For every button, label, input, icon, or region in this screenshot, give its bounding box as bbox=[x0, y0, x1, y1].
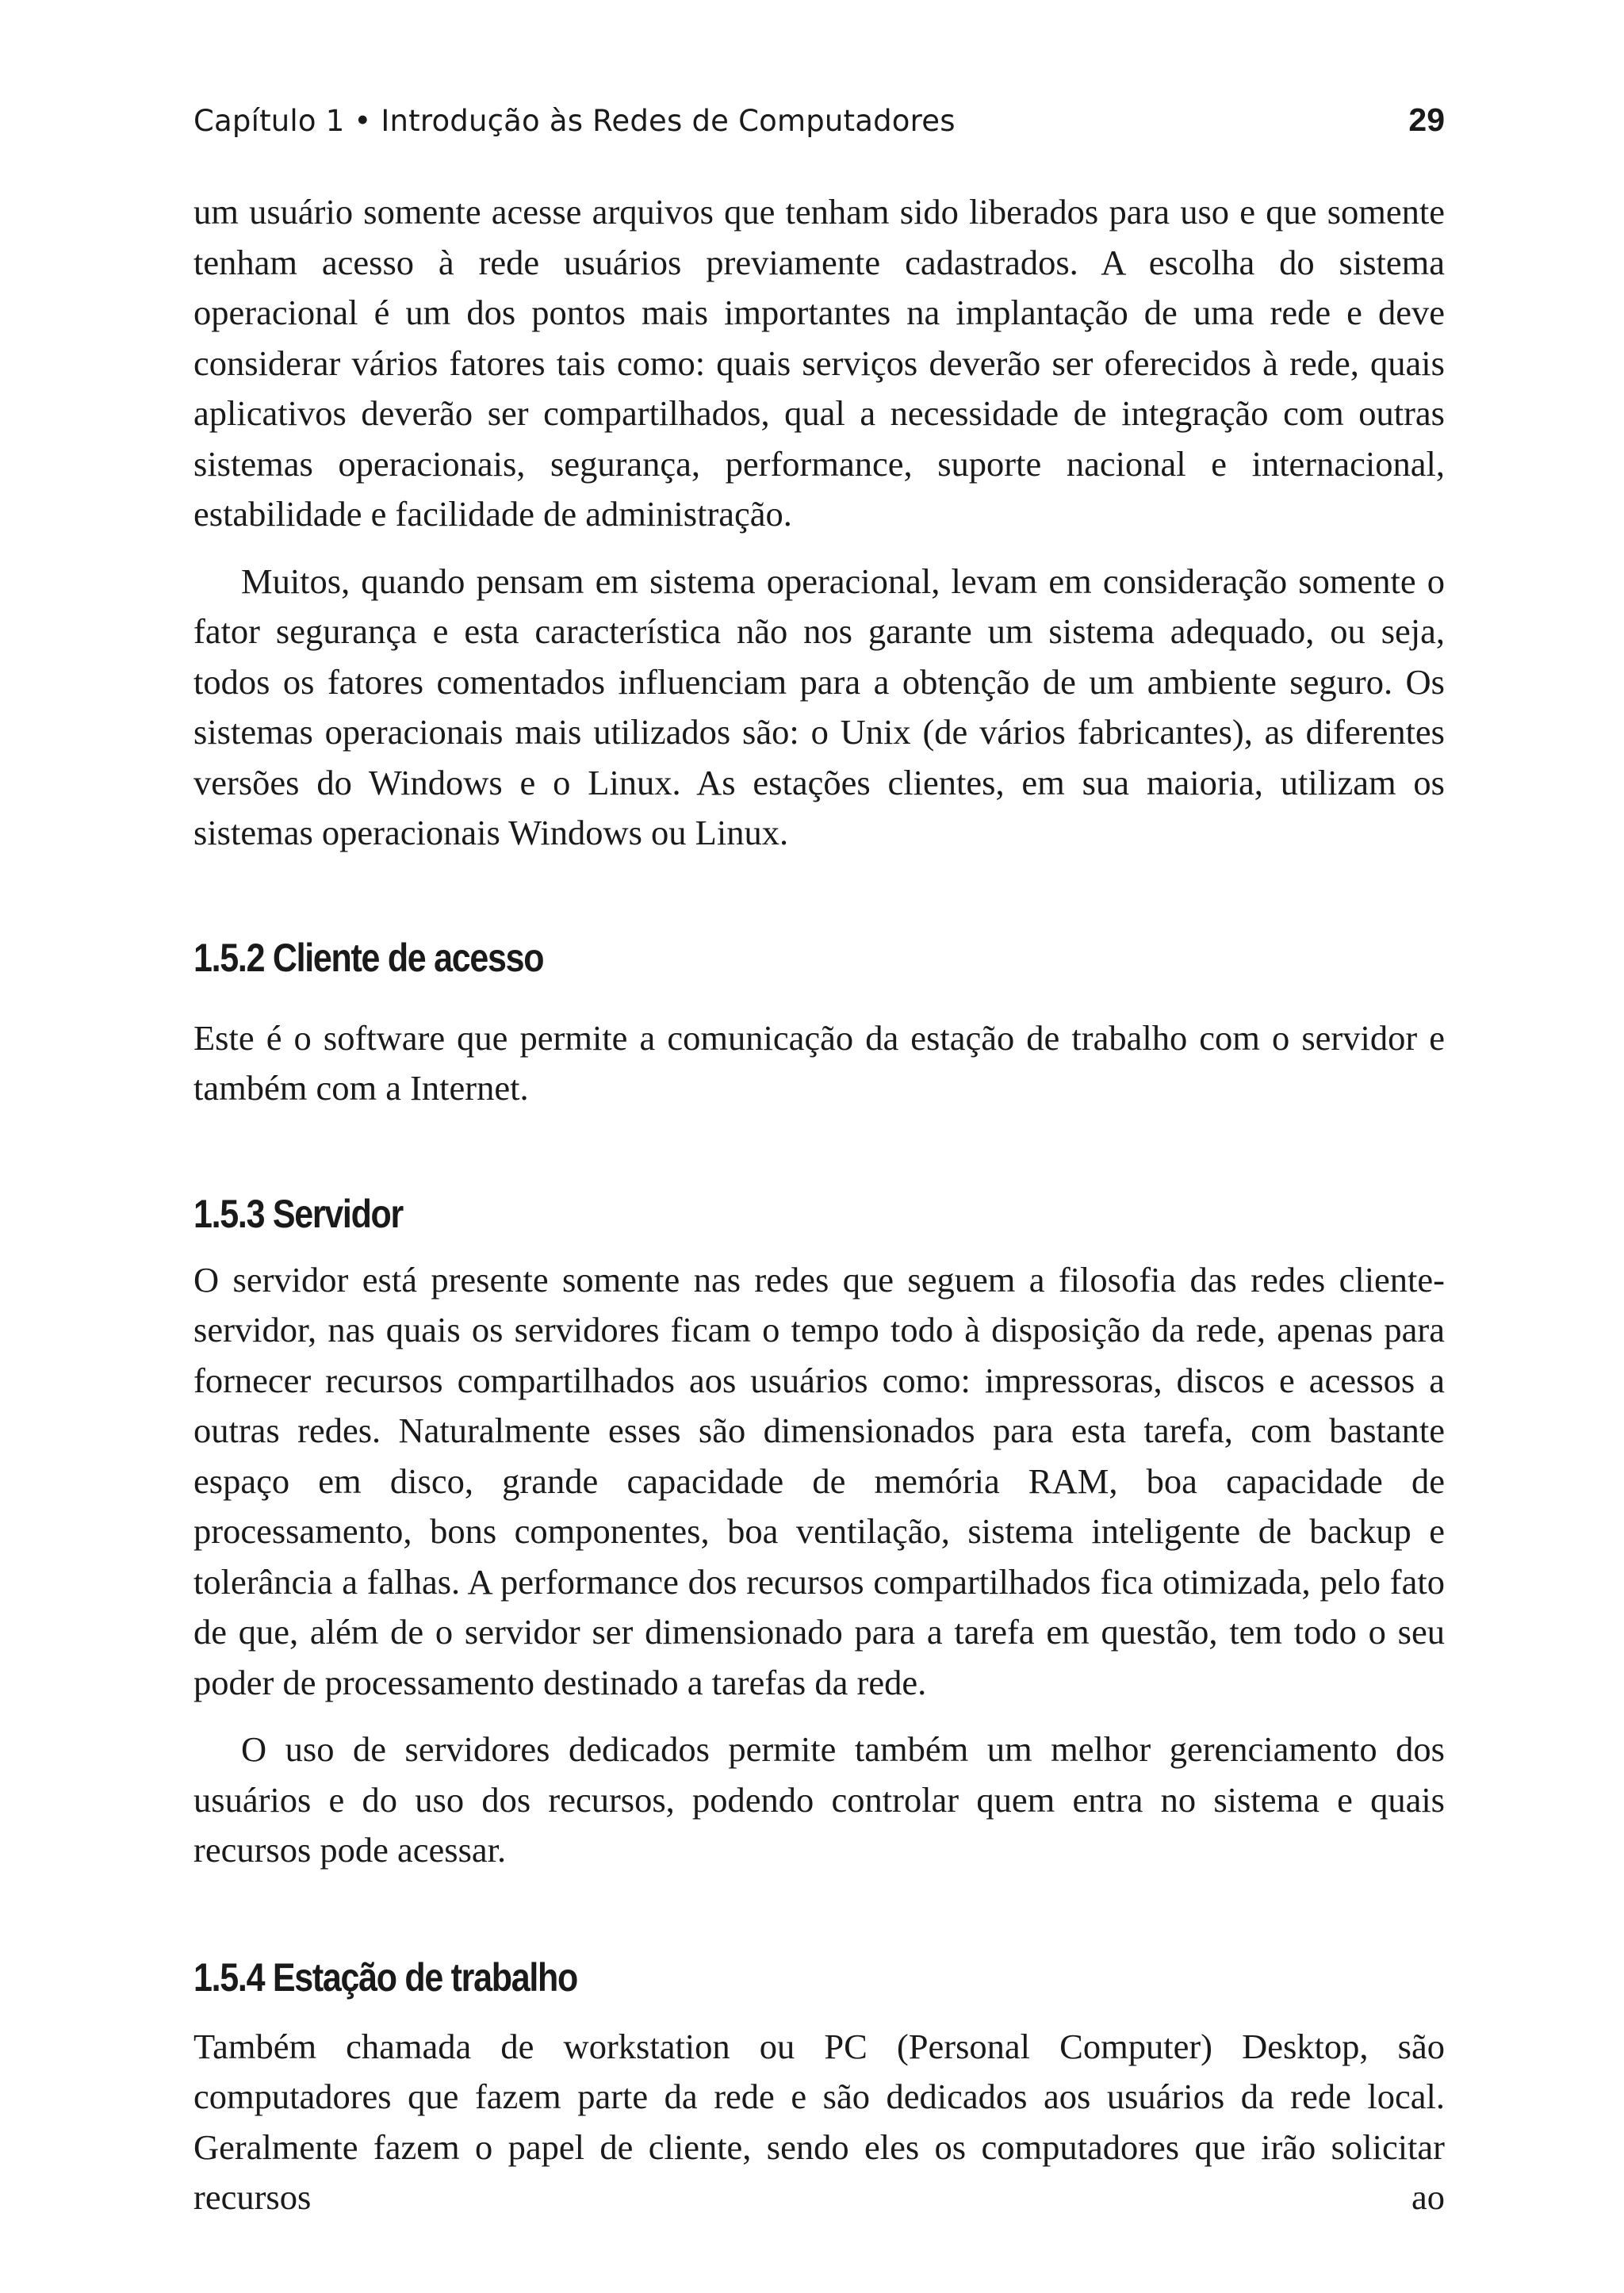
body-text bbox=[193, 187, 1445, 2223]
page-number: 29 bbox=[1408, 101, 1445, 138]
paragraph-os-security: Muitos, quando pensam em sistema operacional, levam em consideração somente o fator segurança e esta característica não nos garante um sistema adequado, ou seja, todos os fatores comentados influenciam para a obtenção de um ambiente seguro. Os sistemas operacionais mais utilizados são: o Unix (de vários fabricantes), as diferentes versões do Windows e o Linux. As estações clientes, em sua maioria, utilizam os sistemas operacionais Windows ou Linux. bbox=[193, 561, 1445, 852]
paragraph-continued: um usuário somente acesse arquivos que tenham sido liberados para uso e que somente tenham acesso à rede usuários previamente cadastrados. A escolha do sistema operacional é um dos pontos mais importantes na implantação de uma rede e deve considerar vários fatores tais como: quais serviços deverão ser oferecidos à rede, quais aplicativos deverão ser compartilhados, qual a necessidade de integração com outras sistemas operacionais, segurança, performance, suporte nacional e internacional, estabilidade e facilidade de administração. bbox=[193, 192, 1445, 534]
running-header bbox=[193, 101, 1445, 141]
section-heading-cliente-de-acesso: 1.5.2 Cliente de acesso bbox=[193, 935, 544, 980]
chapter-title: Capítulo 1 • Introdução às Redes de Computadores bbox=[193, 104, 956, 138]
section-heading-estacao-de-trabalho: 1.5.4 Estação de trabalho bbox=[193, 1954, 577, 2000]
paragraph-servidor: O servidor está presente somente nas redes que seguem a filosofia das redes cliente-servidor, nas quais os servidores ficam o tempo todo à disposição da rede, apenas para fornecer recursos compartilhados aos usuários como: impressoras, discos e acessos a outras redes. Naturalmente esses são dimensionados para esta tarefa, com bastante espaço em disco, grande capacidade de memória RAM, boa capacidade de processamento, bons componentes, boa ventilação, sistema inteligente de backup e tolerância a falhas. A performance dos recursos compartilhados fica otimizada, pelo fato de que, além de o servidor ser dimensionado para a tarefa em questão, tem todo o seu poder de processamento destinado a tarefas da rede. bbox=[193, 1259, 1445, 1702]
section-heading-servidor: 1.5.3 Servidor bbox=[193, 1191, 403, 1236]
paragraph-estacao-de-trabalho: Também chamada de workstation ou PC (Personal Computer) Desktop, são computadores que fazem parte da rede e são dedicados aos usuários da rede local. Geralmente fazem o papel de cliente, sendo eles os computadores que irão solicitar recursos ao bbox=[193, 2026, 1445, 2217]
paragraph-cliente-de-acesso: Este é o software que permite a comunicação da estação de trabalho com o servidor e também com a Internet. bbox=[193, 1017, 1445, 1108]
paragraph-servidores-dedicados: O uso de servidores dedicados permite também um melhor gerenciamento dos usuários e do uso dos recursos, podendo controlar quem entra no sistema e quais recursos pode acessar. bbox=[193, 1729, 1445, 1870]
